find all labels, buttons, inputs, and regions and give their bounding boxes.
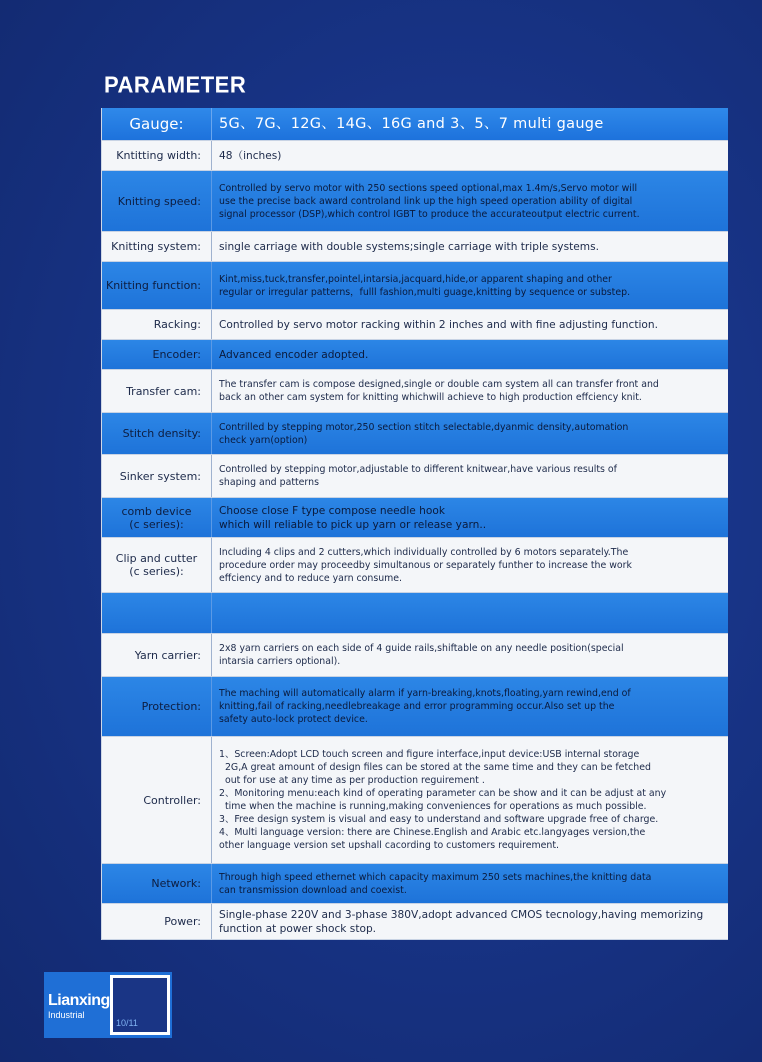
row-value	[212, 593, 728, 633]
row-value: single carriage with double systems;single carriage with triple systems.	[219, 240, 599, 253]
table-row-transfer-cam	[102, 370, 728, 413]
row-value: 5G、7G、12G、14G、16G and 3、5、7 multi gauge	[219, 115, 604, 132]
table-row-encoder	[102, 340, 728, 370]
table-row-knitting-speed	[102, 171, 728, 232]
table-row-knitting-system	[102, 232, 728, 262]
row-label: Sinker system:	[102, 455, 212, 497]
table-row-power	[102, 904, 728, 940]
table-row-stitch-density	[102, 413, 728, 455]
table-row-knitting-function	[102, 262, 728, 310]
row-value: 1、Screen:Adopt LCD touch screen and figure interface,input device:USB internal storage 2G,A great amount of design files can be stored at the same time and they can be fetched out for use at any time as per production reguirement . 2、Monitoring menu:each kind of operating parameter can be show and it can be adjust at any time when the machine is running,making conveniences for operations as much possible. 3、Free design system is visual and easy to understand and software upgrade free of charge. 4、Multi language version: there are Chinese.English and Arabic etc.langyages version,the other language version set upshall cacording to customers requirement.	[219, 749, 667, 851]
row-label: Yarn carrier:	[102, 634, 212, 676]
row-label: Protection:	[102, 677, 212, 736]
brand-subtitle: Industrial	[48, 1010, 85, 1020]
row-value: Advanced encoder adopted.	[219, 348, 369, 361]
row-label: Knitting system:	[102, 232, 212, 261]
row-label: Racking:	[102, 310, 212, 339]
table-row-yarn-carrier	[102, 634, 728, 677]
row-value: 48（inches)	[219, 149, 282, 162]
table-row-controller	[102, 737, 728, 864]
brand-name: Lianxing	[48, 992, 110, 1009]
row-value: The transfer cam is compose designed,single or double cam system all can transfer front and back an other cam system for knitting whichwill achieve to high production effciency knit.	[219, 379, 659, 403]
row-value: Controlled by stepping motor,adjustable to different knitwear,have various results of shaping and patterns	[219, 464, 617, 488]
row-label: Stitch density:	[102, 413, 212, 454]
row-value: Controlled by servo motor racking within 2 inches and with fine adjusting function.	[219, 318, 658, 331]
row-label: Controller:	[102, 737, 212, 863]
row-label: Knitting function:	[102, 262, 212, 309]
page-number: 10/11	[116, 1018, 138, 1028]
row-value: Choose close F type compose needle hook which will reliable to pick up yarn or release yarn..	[219, 504, 487, 531]
table-row-network	[102, 864, 728, 904]
table-row-protection	[102, 677, 728, 737]
table-row-empty	[102, 593, 728, 634]
row-label: Power:	[102, 904, 212, 939]
row-label: Kntitting width:	[102, 141, 212, 170]
row-label	[102, 593, 212, 633]
row-label: Transfer cam:	[102, 370, 212, 412]
row-label: Knitting speed:	[102, 171, 212, 231]
row-value: Kint,miss,tuck,transfer,pointel,intarsia,jacquard,hide,or apparent shaping and other regular or irregular patterns，fulll fashion,multi guage,knitting by sequence or substep.	[219, 273, 631, 298]
page-heading: PARAMETER	[104, 71, 247, 98]
row-value: Controlled by servo motor with 250 sections speed optional,max 1.4m/s,Servo motor will use the precise back award controland link up the high speed operation ability of digital signal processor (DSP),which control IGBT to produce the accurateoutput electric current.	[219, 182, 640, 220]
parameter-table	[101, 108, 728, 940]
row-value: Including 4 clips and 2 cutters,which individually controlled by 6 motors separately.The procedure order may proceedby simultanous or separately funther to increase the work effciency and to reduce yarn consume.	[219, 546, 632, 584]
table-row-knitting-width	[102, 141, 728, 171]
row-value: Single-phase 220V and 3-phase 380V,adopt advanced CMOS tecnology,having memorizing function at power shock stop.	[219, 908, 704, 935]
row-label: comb device (c series):	[102, 498, 212, 537]
table-row-racking	[102, 310, 728, 340]
row-value: Contrilled by stepping motor,250 section stitch selectable,dyanmic density,automation check yarn(option)	[219, 421, 629, 446]
table-row-clip-cutter	[102, 538, 728, 593]
row-value: The maching will automatically alarm if yarn-breaking,knots,floating,yarn rewind,end of knitting,fail of racking,needlebreakage and error programming occur.Also set up the safety auto-lock protect device.	[219, 688, 631, 725]
row-label: Encoder:	[102, 340, 212, 369]
row-label: Clip and cutter (c series):	[102, 538, 212, 592]
table-row-sinker-system	[102, 455, 728, 498]
table-row-gauge	[102, 108, 728, 141]
row-value: Through high speed ethernet which capacity maximum 250 sets machines,the knitting data can transmission download and coexist.	[219, 871, 652, 896]
table-row-comb-device	[102, 498, 728, 538]
row-label: Network:	[102, 864, 212, 903]
row-value: 2x8 yarn carriers on each side of 4 guide rails,shiftable on any needle position(special intarsia carriers optional).	[219, 643, 624, 667]
row-label: Gauge:	[102, 108, 212, 140]
